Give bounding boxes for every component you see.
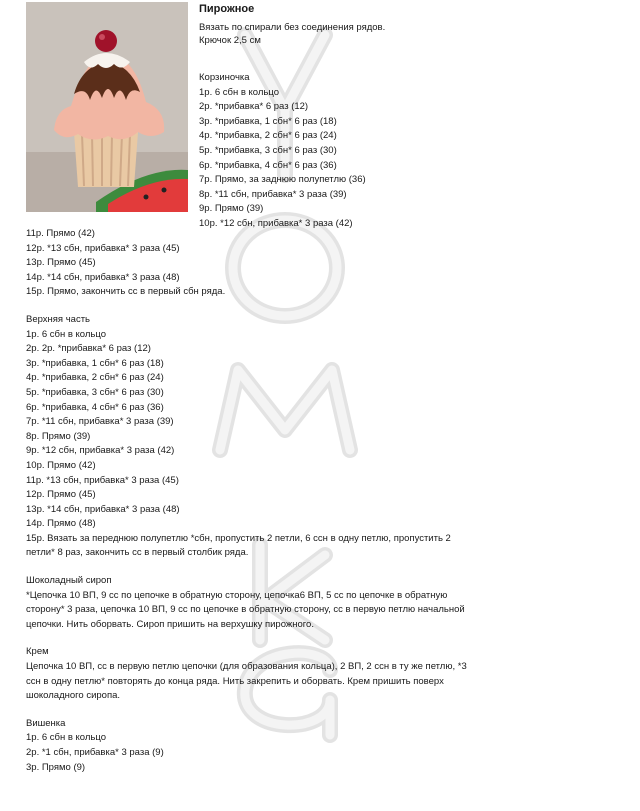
row-line: 3р. Прямо (9): [26, 761, 86, 773]
row-line: 15р. Прямо, закончить сс в первый сбн ряда.: [26, 286, 226, 298]
row-line: 2р. 2р. *прибавка* 6 раз (12): [26, 343, 151, 355]
row-line: 11р. Прямо (42): [26, 228, 95, 239]
row-line: 2р. *1 сбн, прибавка* 3 раза (9): [26, 747, 164, 758]
row-line: 15р. Вязать за переднюю полупетлю *сбн, пропустить 2 петли, 6 ссн в одну петлю, пропустить 2: [26, 532, 451, 544]
row-line: 1р. 6 сбн в кольцо: [199, 86, 279, 98]
row-line: 7р. *11 сбн, прибавка* 3 раза (39): [26, 416, 174, 428]
basket-section: [199, 71, 366, 232]
row-line: 3р. *прибавка, 1 сбн* 6 раз (18): [199, 115, 337, 127]
row-line: 5р. *прибавка, 3 сбн* 6 раз (30): [26, 386, 164, 398]
intro-line: Вязать по спирали без соединения рядов.: [199, 22, 386, 33]
text-line: ссн в одну петлю* повторять до конца ряда. Нить закрепить и оборвать. Крем пришить поверх: [26, 675, 444, 687]
section-heading: Вишенка: [26, 717, 66, 729]
text-line: *Цепочка 10 ВП, 9 сс по цепочке в обратную сторону, цепочка6 ВП, 5 сс по цепочке в обратную: [26, 589, 448, 601]
row-line: 7р. Прямо, за заднюю полупетлю (36): [199, 174, 366, 186]
row-line: 14р. Прямо (48): [26, 518, 96, 530]
row-line: 11р. *13 сбн, прибавка* 3 раза (45): [26, 474, 179, 486]
row-line: 4р. *прибавка, 2 сбн* 6 раз (24): [26, 372, 164, 384]
section-heading: Крем: [26, 646, 49, 658]
row-line: 14р. *14 сбн, прибавка* 3 раза (48): [26, 271, 180, 283]
main-text: [26, 227, 467, 775]
row-line: 8р. *11 сбн, прибавка* 3 раза (39): [199, 188, 347, 200]
row-line: 5р. *прибавка, 3 сбн* 6 раз (30): [199, 144, 337, 156]
row-line: 4р. *прибавка, 2 сбн* 6 раз (24): [199, 130, 337, 142]
text-line: сторону* 3 раза, цепочка 10 ВП, 9 сс по цепочке в обратную сторону, сс в первую петлю начальной: [26, 604, 465, 616]
section-heading: Шоколадный сироп: [26, 575, 112, 587]
row-line: 10р. Прямо (42): [26, 459, 96, 471]
text-line: цепочки. Нить оборвать. Сироп пришить на верхушку пирожного.: [26, 618, 314, 630]
text-line: Цепочка 10 ВП, сс в первую петлю цепочки (для образования кольца), 2 ВП, 2 ссн в ту же петлю, *3: [26, 661, 467, 673]
row-line: 3р. *прибавка, 1 сбн* 6 раз (18): [26, 357, 164, 369]
row-line: 12р. *13 сбн, прибавка* 3 раза (45): [26, 242, 180, 254]
section-heading: Верхняя часть: [26, 313, 91, 325]
row-line: 13р. *14 сбн, прибавка* 3 раза (48): [26, 503, 180, 515]
pattern-title: Пирожное: [199, 3, 255, 15]
row-line: 10р. *12 сбн, прибавка* 3 раза (42): [199, 217, 353, 229]
section-heading: Корзиночка: [199, 72, 250, 83]
row-line: 13р. Прямо (45): [26, 257, 96, 269]
intro-text: [199, 21, 385, 47]
cupcake-photo: [26, 2, 188, 212]
row-line: 9р. Прямо (39): [199, 203, 264, 215]
intro-line: Крючок 2,5 см: [199, 35, 261, 46]
text-line: шоколадного сиропа.: [26, 690, 121, 702]
row-line: 1р. 6 сбн в кольцо: [26, 328, 106, 340]
row-line: 8р. Прямо (39): [26, 430, 91, 442]
row-line: 9р. *12 сбн, прибавка* 3 раза (42): [26, 445, 175, 457]
row-line: 12р. Прямо (45): [26, 489, 96, 501]
row-line: петли* 8 раз, закончить сс в первый столбик ряда.: [26, 547, 249, 559]
row-line: 1р. 6 сбн в кольцо: [26, 732, 106, 744]
row-line: 6р. *прибавка, 4 сбн* 6 раз (36): [199, 159, 337, 171]
row-line: 2р. *прибавка* 6 раз (12): [199, 101, 309, 113]
row-line: 6р. *прибавка, 4 сбн* 6 раз (36): [26, 401, 164, 413]
